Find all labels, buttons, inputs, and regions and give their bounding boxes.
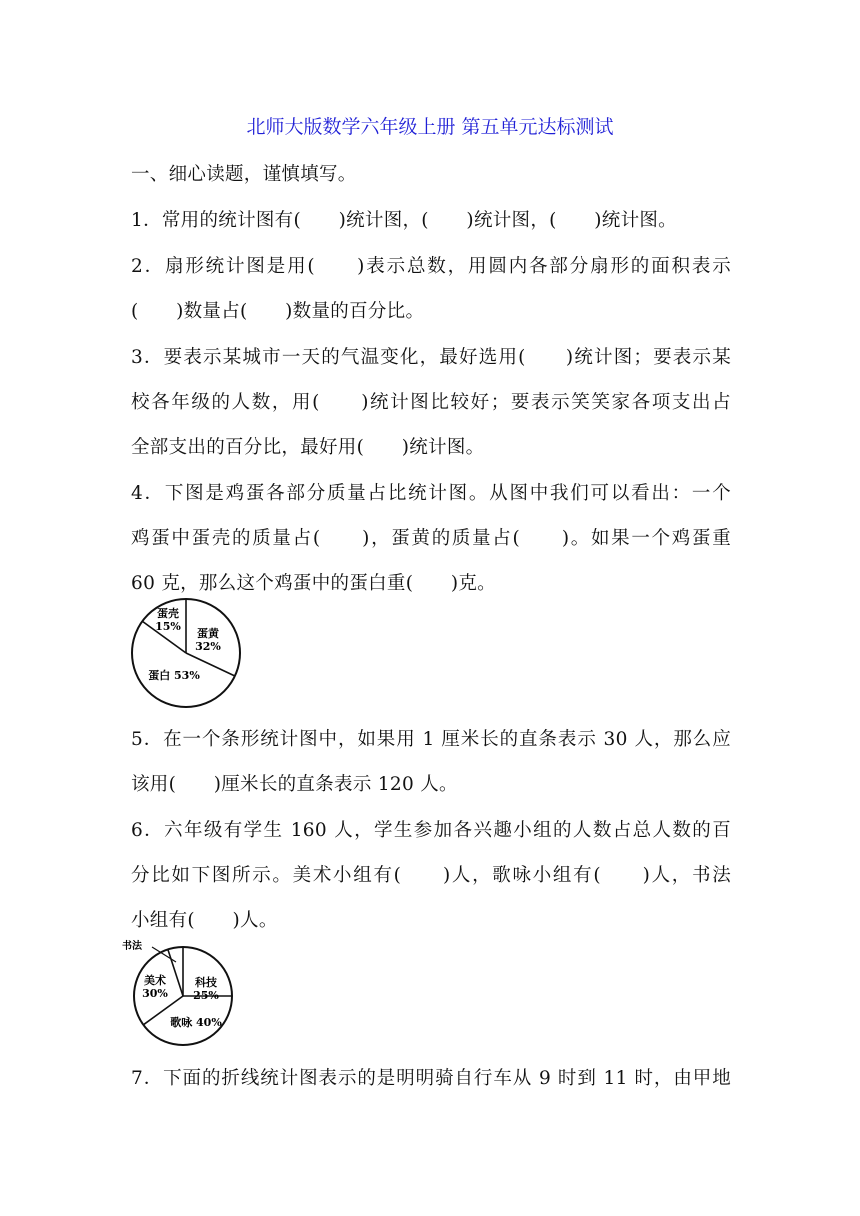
pie-slice-label: 科技 [195,976,217,989]
pie-slice-value-label: 32% [195,640,221,653]
pie-slice-value-label: 30% [142,987,168,1000]
pie-slice-label: 蛋壳 [157,607,179,620]
pie-slice-value-label: 15% [155,620,181,633]
egg-composition-pie-chart [128,597,244,713]
question-6-line-3: 小组有( )人。 [131,910,278,931]
question-4-line-1: 4．下图是鸡蛋各部分质量占比统计图。从图中我们可以看出：一个 [131,483,731,504]
question-3-line-2: 校各年级的人数，用( )统计图比较好；要表示笑笑家各项支出占 [131,392,731,413]
question-3-line-1: 3．要表示某城市一天的气温变化，最好选用( )统计图；要表示某 [131,347,731,368]
question-6-line-1: 6．六年级有学生 160 人，学生参加各兴趣小组的人数占总人数的百 [131,820,731,841]
question-4-line-3: 60 克，那么这个鸡蛋中的蛋白重( )克。 [131,573,496,594]
question-6-line-2: 分比如下图所示。美术小组有( )人，歌咏小组有( )人，书法 [131,865,731,886]
question-4-line-2: 鸡蛋中蛋壳的质量占( )，蛋黄的质量占( )。如果一个鸡蛋重 [131,528,731,549]
pie-slice-label: 歌咏 40% [170,1016,222,1029]
interest-group-pie-chart [118,936,240,1048]
question-7-line-1: 7．下面的折线统计图表示的是明明骑自行车从 9 时到 11 时，由甲地 [131,1068,731,1089]
question-2-line-1: 2．扇形统计图是用( )表示总数，用圆内各部分扇形的面积表示 [131,256,731,277]
question-3-line-3: 全部支出的百分比，最好用( )统计图。 [131,437,485,458]
pie-slice-label: 美术 [144,974,166,987]
pie-slice-label: 蛋黄 [197,627,219,640]
section-heading: 一、细心读题，谨慎填写。 [131,164,357,185]
question-5-line-1: 5．在一个条形统计图中，如果用 1 厘米长的直条表示 30 人，那么应 [131,729,731,750]
page-title: 北师大版数学六年级上册 第五单元达标测试 [246,116,614,138]
pie-slice-label: 书法 [122,941,142,952]
pie-slice-boundary [168,949,183,996]
question-2-line-2: ( )数量占( )数量的百分比。 [131,301,425,322]
question-5-line-2: 该用( )厘米长的直条表示 120 人。 [131,774,458,795]
pie-slice-label: 蛋白 53% [148,669,200,682]
question-1: 1．常用的统计图有( )统计图，( )统计图，( )统计图。 [131,210,677,231]
pie-slice-value-label: 25% [193,989,219,1002]
